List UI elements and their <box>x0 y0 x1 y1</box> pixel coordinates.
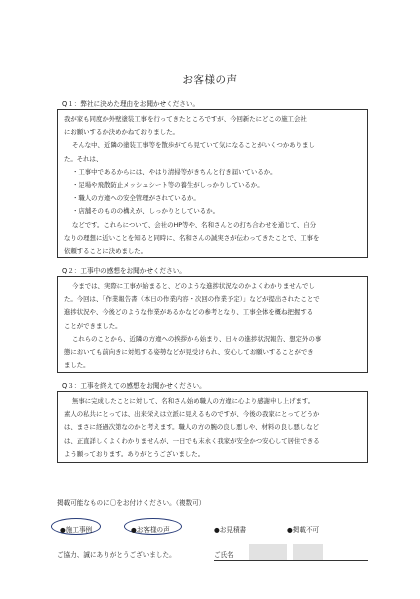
answer-3-line: よう願っております。ありがとうございました。 <box>64 449 205 458</box>
answer-1-line: などです。これらについて、会社のHP等や、名和さんとの打ち合わせを通じて、自分 <box>72 220 317 229</box>
answer-1-bullet: ・足場や飛散防止メッシュシート等の養生がしっかりしているか。 <box>72 181 264 190</box>
answer-2-line: ことができました。 <box>64 321 122 330</box>
answer-2-line: 進捗状況や、今後どのような作業があるかなどの参考となり、工事全体を概ね把握する <box>64 308 314 317</box>
answer-3-box <box>57 391 368 463</box>
answer-3-line: 無事に完成したことに対して、名和さん始め職人の方違に心より感謝申し上げます。 <box>72 397 315 405</box>
question-3: Q３：工事を終えての感想をお聞かせください。 <box>62 382 206 390</box>
question-2: Q２：工事中の感想をお聞かせください。 <box>62 267 186 275</box>
answer-1-line: なりの理想に近いことを知ると同時に、名和さんの誠実さが伝わってきたことで、工事を <box>64 233 320 242</box>
answer-1-line: にお願いするか決めかねておりました。 <box>64 128 179 137</box>
answer-1-bullet: ・職人の方違への安全管理がされているか。 <box>72 194 200 203</box>
answer-3-line: 素人の私共にとっては、出来栄えは立派に見えるものですが、今後の我家にとってどうか <box>64 410 320 419</box>
question-1: Q１：弊社に決めた理由をお聞かせください。 <box>62 100 200 108</box>
thanks-message: ご協力、誠にありがとうございました。 <box>57 551 176 559</box>
answer-1-line: 我が家も同度か外壁塗装工事を行ってきたところですが、今回新たにどこの施工会社 <box>64 115 307 123</box>
redacted-name-block <box>249 544 287 560</box>
answer-2-line: た。今回は、「作業報告書（本日の作業内容・次回の作業予定）」などが提出されたことで <box>64 295 320 304</box>
name-label: ご氏名 <box>214 551 234 559</box>
answer-1-box <box>57 109 368 258</box>
answer-1-line: 依頼することに決めました。 <box>64 247 148 256</box>
page-title: お客様の声 <box>182 74 238 86</box>
answer-1-bullet: ・店舗そのものの構えが、しっかりとしているか。 <box>72 207 219 216</box>
option-customer-voice[interactable]: ●お客様の声 <box>131 526 170 534</box>
option-estimate[interactable]: ●お見積書 <box>214 526 247 534</box>
answer-3-line: は、まさに経過次第なのかと考えます。職人の方の腕の良し悪しや、材料の良し悪しなど <box>64 423 319 432</box>
option-case-study[interactable]: ●施工事例 <box>60 526 93 534</box>
option-no-publication[interactable]: ●掲載不可 <box>287 526 320 534</box>
redacted-name-block <box>293 544 323 560</box>
answer-2-line: 態においても前向きに対処する姿勢などが見受けられ、安心してお願いすることができ <box>64 348 314 357</box>
answer-1-bullet: ・工事中であるからには、やはり清掃等がきちんと行き届いているか。 <box>72 167 277 176</box>
answer-1-line: た。それは、 <box>64 154 103 163</box>
answer-2-line: ました。 <box>64 361 90 370</box>
answer-1-line: そんな中、近隣の塗装工事等を散歩がてら見ていて気になることがいくつかありまし <box>72 141 315 150</box>
publication-note: 掲載可能なものに〇をお付けください。（複数可） <box>57 499 206 507</box>
answer-2-line: これらのことから、近隣の方違への挨拶から始まり、日々の進捗状況報告、想定外の事 <box>72 334 322 343</box>
answer-2-line: 今までは、実際に工事が始まると、どのような進捗状況なのかよくわかりませんでし <box>72 282 315 290</box>
answer-2-box <box>57 276 368 373</box>
name-underline <box>214 560 368 561</box>
answer-3-line: は、正直詳しくよくわかりませんが、一日でも末永く我家が安全かつ安心して居住できる <box>64 436 320 445</box>
